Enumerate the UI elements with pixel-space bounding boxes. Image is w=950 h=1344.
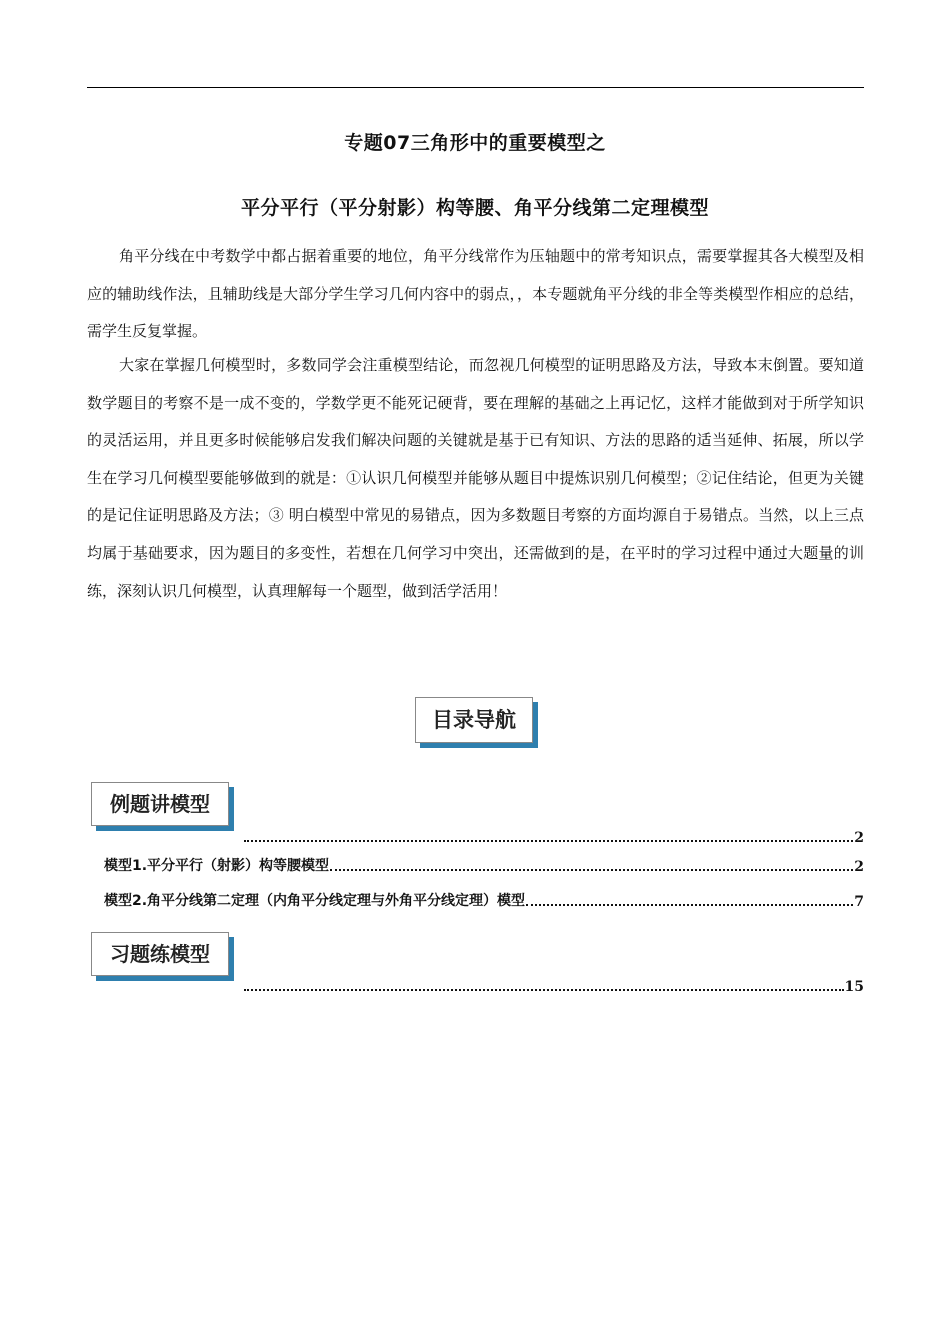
- document-title-line1: 专题07三角形中的重要模型之: [344, 132, 606, 154]
- toc-dot-leader: [526, 904, 853, 906]
- section-badge-examples: 例题讲模型: [91, 782, 229, 826]
- toc-page-number: 15: [844, 979, 864, 995]
- toc-entry-exercises[interactable]: [243, 975, 864, 995]
- toc-heading-badge: 目录导航: [415, 697, 533, 743]
- toc-page-number: 2: [854, 859, 864, 875]
- toc-entry-model2[interactable]: [104, 890, 864, 910]
- toc-entry-label: 模型1.平分平行（射影）构等腰模型: [104, 858, 330, 874]
- toc-entry-label: 模型2.角平分线第二定理（内角平分线定理与外角平分线定理）模型: [104, 893, 526, 909]
- header-rule: [87, 87, 864, 88]
- intro-paragraph-1: 角平分线在中考数学中都占据着重要的地位，角平分线常作为压轴题中的常考知识点，需要掌握其各大模型及相应的辅助线作法，且辅助线是大部分学生学习几何内容中的弱点，，本专题就角平分线的非全等类模型作相应的总结，需学生反复掌握。: [87, 247, 864, 341]
- document-title-line2: 平分平行（平分射影）构等腰、角平分线第二定理模型: [240, 197, 709, 219]
- toc-entry-examples[interactable]: [243, 826, 864, 846]
- section-badge-exercises: 习题练模型: [91, 932, 229, 976]
- toc-page-number: 2: [854, 830, 864, 846]
- toc-dot-leader: [244, 989, 844, 991]
- intro-paragraph-2: 大家在掌握几何模型时，多数同学会注重模型结论，而忽视几何模型的证明思路及方法，导致本末倒置。要知道数学题目的考察不是一成不变的，学数学更不能死记硬背，要在理解的基础之上再记忆，这样才能做到对于所学知识的灵活运用，并且更多时候能够启发我们解决问题的关键就是基于已有知识、方法的思路的适当延伸、拓展，所以学生在学习几何模型要能够做到的就是：①认识几何模型并能够从题目中提炼识别几何模型；②记住结论，但更为关键的是记住证明思路及方法；③ 明白模型中常见的易错点，因为多数题目考察的方面均源自于易错点。当然，以上三点均属于基础要求，因为题目的多变性，若想在几何学习中突出，还需做到的是，在平时的学习过程中通过大题量的训练，深刻认识几何模型，认真理解每一个题型，做到活学活用！: [87, 356, 864, 600]
- toc-page-number: 7: [854, 894, 864, 910]
- toc-entry-model1[interactable]: [104, 855, 864, 875]
- toc-dot-leader: [330, 869, 853, 871]
- toc-dot-leader: [244, 840, 853, 842]
